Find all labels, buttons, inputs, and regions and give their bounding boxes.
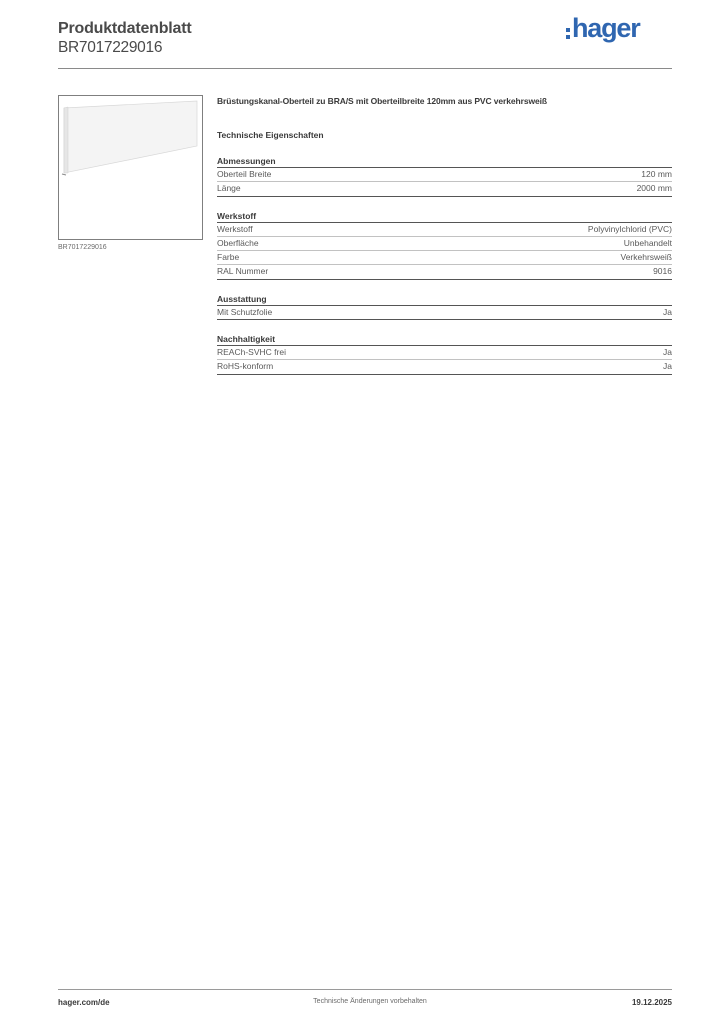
section-rows	[217, 168, 672, 197]
property-label: Oberteil Breite	[217, 169, 272, 179]
property-label: RAL Nummer	[217, 266, 269, 277]
hager-logo	[566, 10, 640, 46]
property-value: Verkehrsweiß	[620, 252, 672, 263]
property-value: Ja	[663, 361, 672, 372]
property-label: Werkstoff	[217, 223, 253, 234]
footer-notice: Technische Änderungen vorbehalten	[313, 998, 427, 1005]
property-row	[217, 237, 672, 251]
property-label: RoHS-konform	[217, 361, 274, 372]
footer-website: hager.com/de	[58, 998, 110, 1007]
image-caption: BR7017229016	[58, 244, 107, 251]
property-label: Länge	[217, 183, 241, 194]
property-value: 2000 mm	[636, 183, 672, 194]
section-title: Abmessungen	[217, 156, 672, 168]
property-row	[217, 360, 672, 374]
properties-section	[217, 211, 672, 280]
footer-date: 19.12.2025	[631, 998, 672, 1007]
logo-wordmark: hager	[572, 13, 640, 43]
section-title: Ausstattung	[217, 294, 672, 306]
property-row	[217, 265, 672, 279]
property-label: Mit Schutzfolie	[217, 306, 273, 317]
product-description: Brüstungskanal-Oberteil zu BRA/S mit Oberteilbreite 120mm aus PVC verkehrsweiß	[217, 96, 547, 106]
properties-section	[217, 334, 672, 375]
property-value: Ja	[663, 347, 672, 358]
property-value: Ja	[663, 306, 672, 317]
property-value: Unbehandelt	[623, 237, 672, 248]
property-label: REACh-SVHC frei	[217, 347, 286, 358]
property-row	[217, 251, 672, 265]
property-row	[217, 306, 672, 320]
cable-duct-cover-icon	[59, 96, 202, 239]
technical-properties-heading: Technische Eigenschaften	[217, 130, 324, 140]
product-number: BR7017229016	[58, 39, 163, 56]
properties-sections	[217, 156, 672, 375]
section-title: Nachhaltigkeit	[217, 334, 672, 346]
footer-divider	[58, 989, 672, 990]
page-title: Produktdatenblatt	[58, 20, 192, 37]
property-row	[217, 346, 672, 360]
property-row	[217, 168, 672, 182]
section-rows	[217, 223, 672, 280]
properties-section	[217, 156, 672, 197]
property-label: Oberfläche	[217, 237, 259, 248]
properties-section	[217, 294, 672, 320]
property-row	[217, 223, 672, 237]
property-row	[217, 182, 672, 196]
section-rows	[217, 346, 672, 375]
product-details	[217, 96, 672, 375]
product-image	[58, 95, 203, 240]
header-divider	[58, 68, 672, 69]
property-label: Farbe	[217, 252, 240, 263]
section-rows	[217, 306, 672, 320]
logo-dots-icon	[566, 28, 570, 46]
property-value: 9016	[653, 266, 672, 277]
section-title: Werkstoff	[217, 211, 672, 223]
property-value: 120 mm	[641, 169, 672, 179]
property-value: Polyvinylchlorid (PVC)	[587, 223, 672, 234]
